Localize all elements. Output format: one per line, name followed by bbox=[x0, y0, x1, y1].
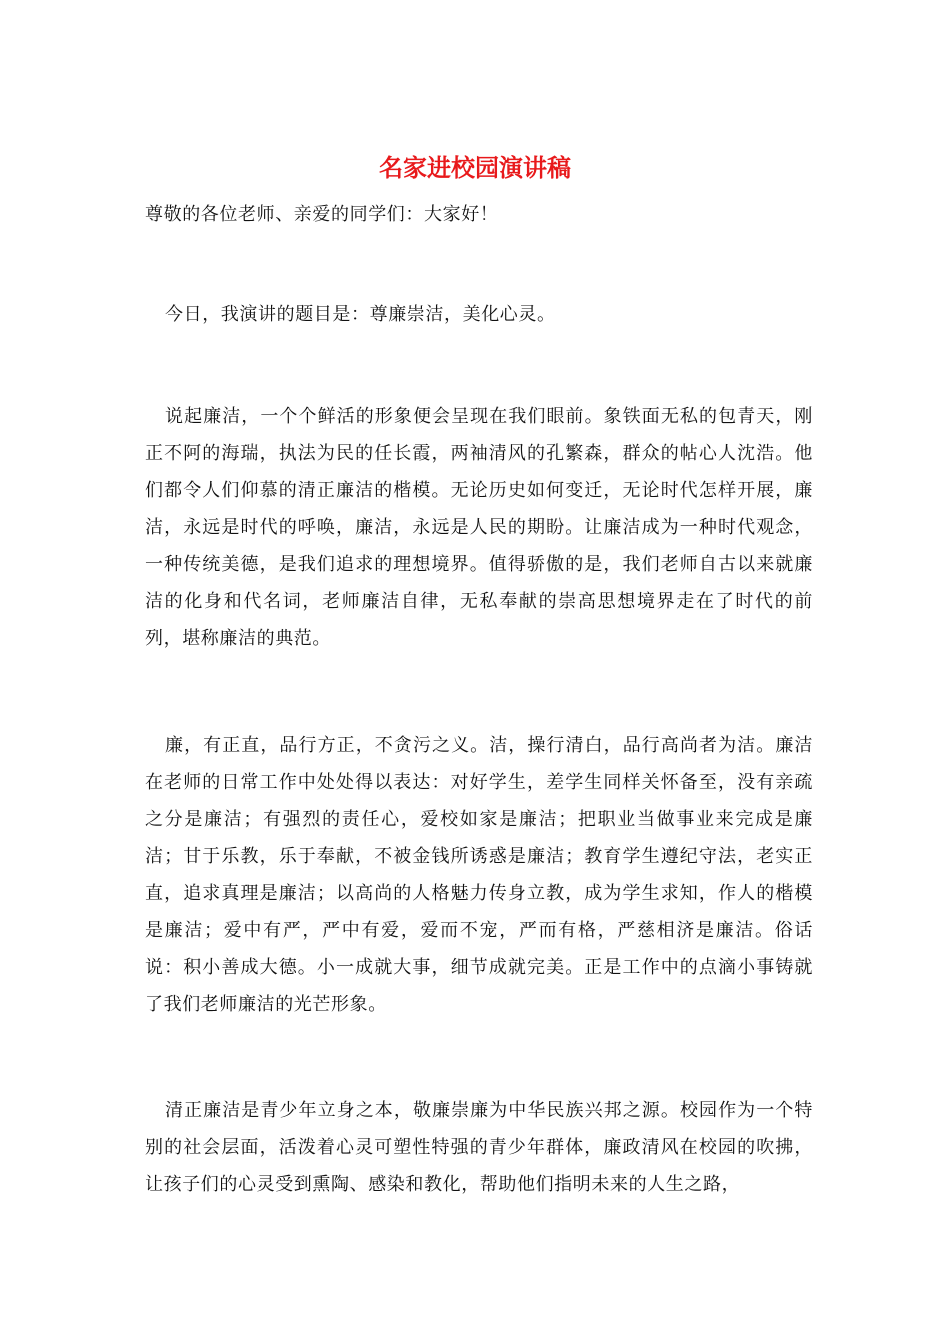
greeting-line: 尊敬的各位老师、亲爱的同学们：大家好！ bbox=[145, 204, 499, 225]
paragraph-youth-integrity: 清正廉洁是青少年立身之本，敬廉崇廉为中华民族兴邦之源。校园作为一个特别的社会层面，活泼着心灵可塑性特强的青少年群体，廉政清风在校园的吹拂，让孩子们的心灵受到熏陶、感染和教化，帮助他们指明未来的人生之路， bbox=[145, 1100, 813, 1195]
paragraph-integrity-examples: 说起廉洁，一个个鲜活的形象便会呈现在我们眼前。象铁面无私的包青天，刚正不阿的海瑞，执法为民的任长霞，两袖清风的孔繁森，群众的帖心人沈浩。他们都令人们仰慕的清正廉洁的楷模。无论历史如何变迁，无论时代怎样开展，廉洁，永远是时代的呼唤，廉洁，永远是人民的期盼。让廉洁成为一种时代观念，一种传统美德，是我们追求的理想境界。值得骄傲的是，我们老师自古以来就廉洁的化身和代名词，老师廉洁自律，无私奉献的崇高思想境界走在了时代的前列，堪称廉洁的典范。 bbox=[145, 406, 813, 649]
paragraph-integrity-definition: 廉，有正直，品行方正，不贪污之义。洁，操行清白，品行高尚者为洁。廉洁在老师的日常工作中处处得以表达：对好学生，差学生同样关怀备至，没有亲疏之分是廉洁；有强烈的责任心，爱校如家是廉洁；把职业当做事业来完成是廉洁；甘于乐教，乐于奉献，不被金钱所诱惑是廉洁；教育学生遵纪守法，老实正直，追求真理是廉洁；以高尚的人格魅力传身立教，成为学生求知，作人的楷模是廉洁；爱中有严，严中有爱，爱而不宠，严而有格，严慈相济是廉洁。俗话说：积小善成大德。小一成就大事，细节成就完美。正是工作中的点滴小事铸就了我们老师廉洁的光芒形象。 bbox=[145, 735, 813, 1015]
paragraph-topic: 今日，我演讲的题目是：尊廉崇洁，美化心灵。 bbox=[165, 304, 556, 325]
document-title: 名家进校园演讲稿 bbox=[379, 154, 571, 182]
